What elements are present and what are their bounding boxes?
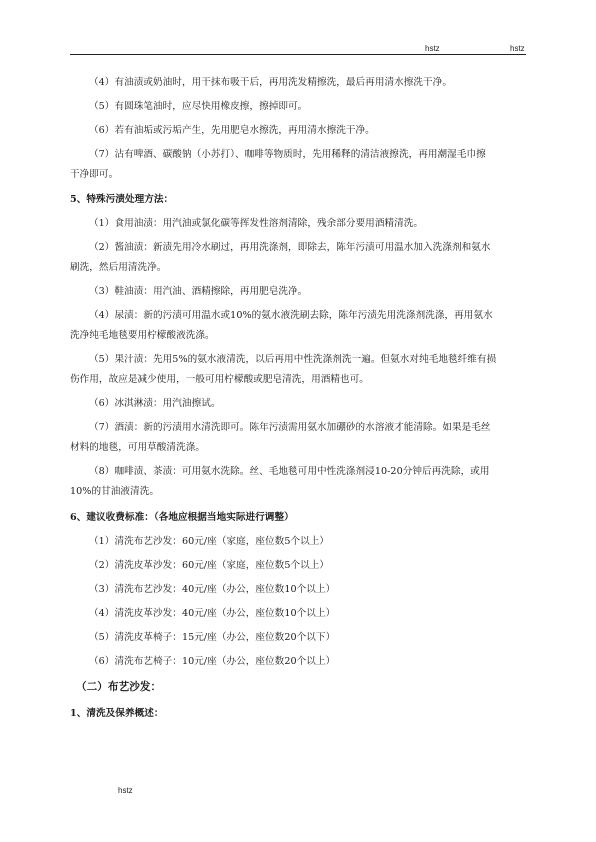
paragraph-line: （7）酒渍：新的污渍用水清洗即可。陈年污渍需用氨水加硼砂的水溶液才能清除。如果是毛丝 <box>89 422 491 433</box>
header-left-text: hstz <box>425 44 440 53</box>
section-heading: 1、清洗及保养概述： <box>70 708 164 719</box>
header-rule <box>70 54 526 55</box>
header-right-text: hstz <box>510 44 525 53</box>
paragraph-line: 伤作用，故应是减少使用，一般可用柠檬酸或肥皂清洗，用酒精也可。 <box>70 374 369 385</box>
section-heading: 5、特殊污渍处理方法： <box>70 194 174 205</box>
paragraph-line: （5）果汁渍：先用5%的氨水液清洗，以后再用中性洗涤剂洗一遍。但氨水对纯毛地毯纤维有损 <box>89 354 497 365</box>
paragraph-line: 材料的地毯，可用草酸清洗涤。 <box>70 442 206 453</box>
paragraph-line: （8）咖啡渍、茶渍：可用氨水洗除。丝、毛地毯可用中性洗涤剂浸10-20分钟后再洗除，或用 <box>89 466 490 477</box>
paragraph-line: （6）冰淇淋渍：用汽油擦试。 <box>89 398 221 409</box>
paragraph-line: 干净即可。 <box>70 169 119 180</box>
paragraph-line: （4）清洗皮革沙发：40元/座（办公，座位数10个以上） <box>89 608 336 619</box>
paragraph-line: （5）有圆珠笔油时，应尽快用橡皮擦，擦掉即可。 <box>89 101 308 112</box>
section-heading: （二）布艺沙发： <box>76 681 162 693</box>
paragraph-line: （1）食用油渍：用汽油或氯化碳等挥发性溶剂清除，残余部分要用酒精清洗。 <box>89 218 424 229</box>
paragraph-line: （6）若有油垢或污垢产生，先用肥皂水擦洗，再用清水擦洗干净。 <box>89 125 375 136</box>
footer-text: hstz <box>118 786 133 795</box>
paragraph-line: （7）沾有啤酒、碳酸钠（小苏打）、咖啡等物质时，先用稀释的清洁液擦洗，再用潮湿毛巾擦 <box>89 149 486 160</box>
paragraph-line: （3）鞋油渍：用汽油、酒精擦除，再用肥皂洗净。 <box>89 286 308 297</box>
paragraph-line: （5）清洗皮革椅子：15元/座（办公，座位数20个以下） <box>89 632 336 643</box>
paragraph-line: （4）有油渍或奶油时，用干抹布吸干后，再用洗发精擦洗，最后再用清水擦洗干净。 <box>89 77 452 88</box>
paragraph-line: （6）清洗布艺椅子：10元/座（办公，座位数20个以上） <box>89 656 336 667</box>
paragraph-line: （2）酱油渍：新渍先用冷水刷过，再用洗涤剂，即除去，陈年污渍可用温水加入洗涤剂和氨水 <box>89 242 491 253</box>
paragraph-line: （1）清洗布艺沙发：60元/座（家庭，座位数5个以上） <box>89 536 330 547</box>
paragraph-line: 刷洗，然后用清洗净。 <box>70 262 167 273</box>
paragraph-line: 10%的甘油液清洗。 <box>70 486 159 497</box>
paragraph-line: （2）清洗皮革沙发：60元/座（家庭，座位数5个以上） <box>89 560 330 571</box>
paragraph-line: （3）清洗布艺沙发：40元/座（办公，座位数10个以上） <box>89 584 336 595</box>
paragraph-line: （4）尿渍：新的污渍可用温水或10%的氨水液洗刷去除，陈年污渍先用洗涤剂洗涤，再用氨水 <box>89 310 493 321</box>
section-heading: 6、建议收费标准：（各地应根据当地实际进行调整） <box>70 512 294 523</box>
paragraph-line: 洗净纯毛地毯要用柠檬酸液洗涤。 <box>70 330 215 341</box>
